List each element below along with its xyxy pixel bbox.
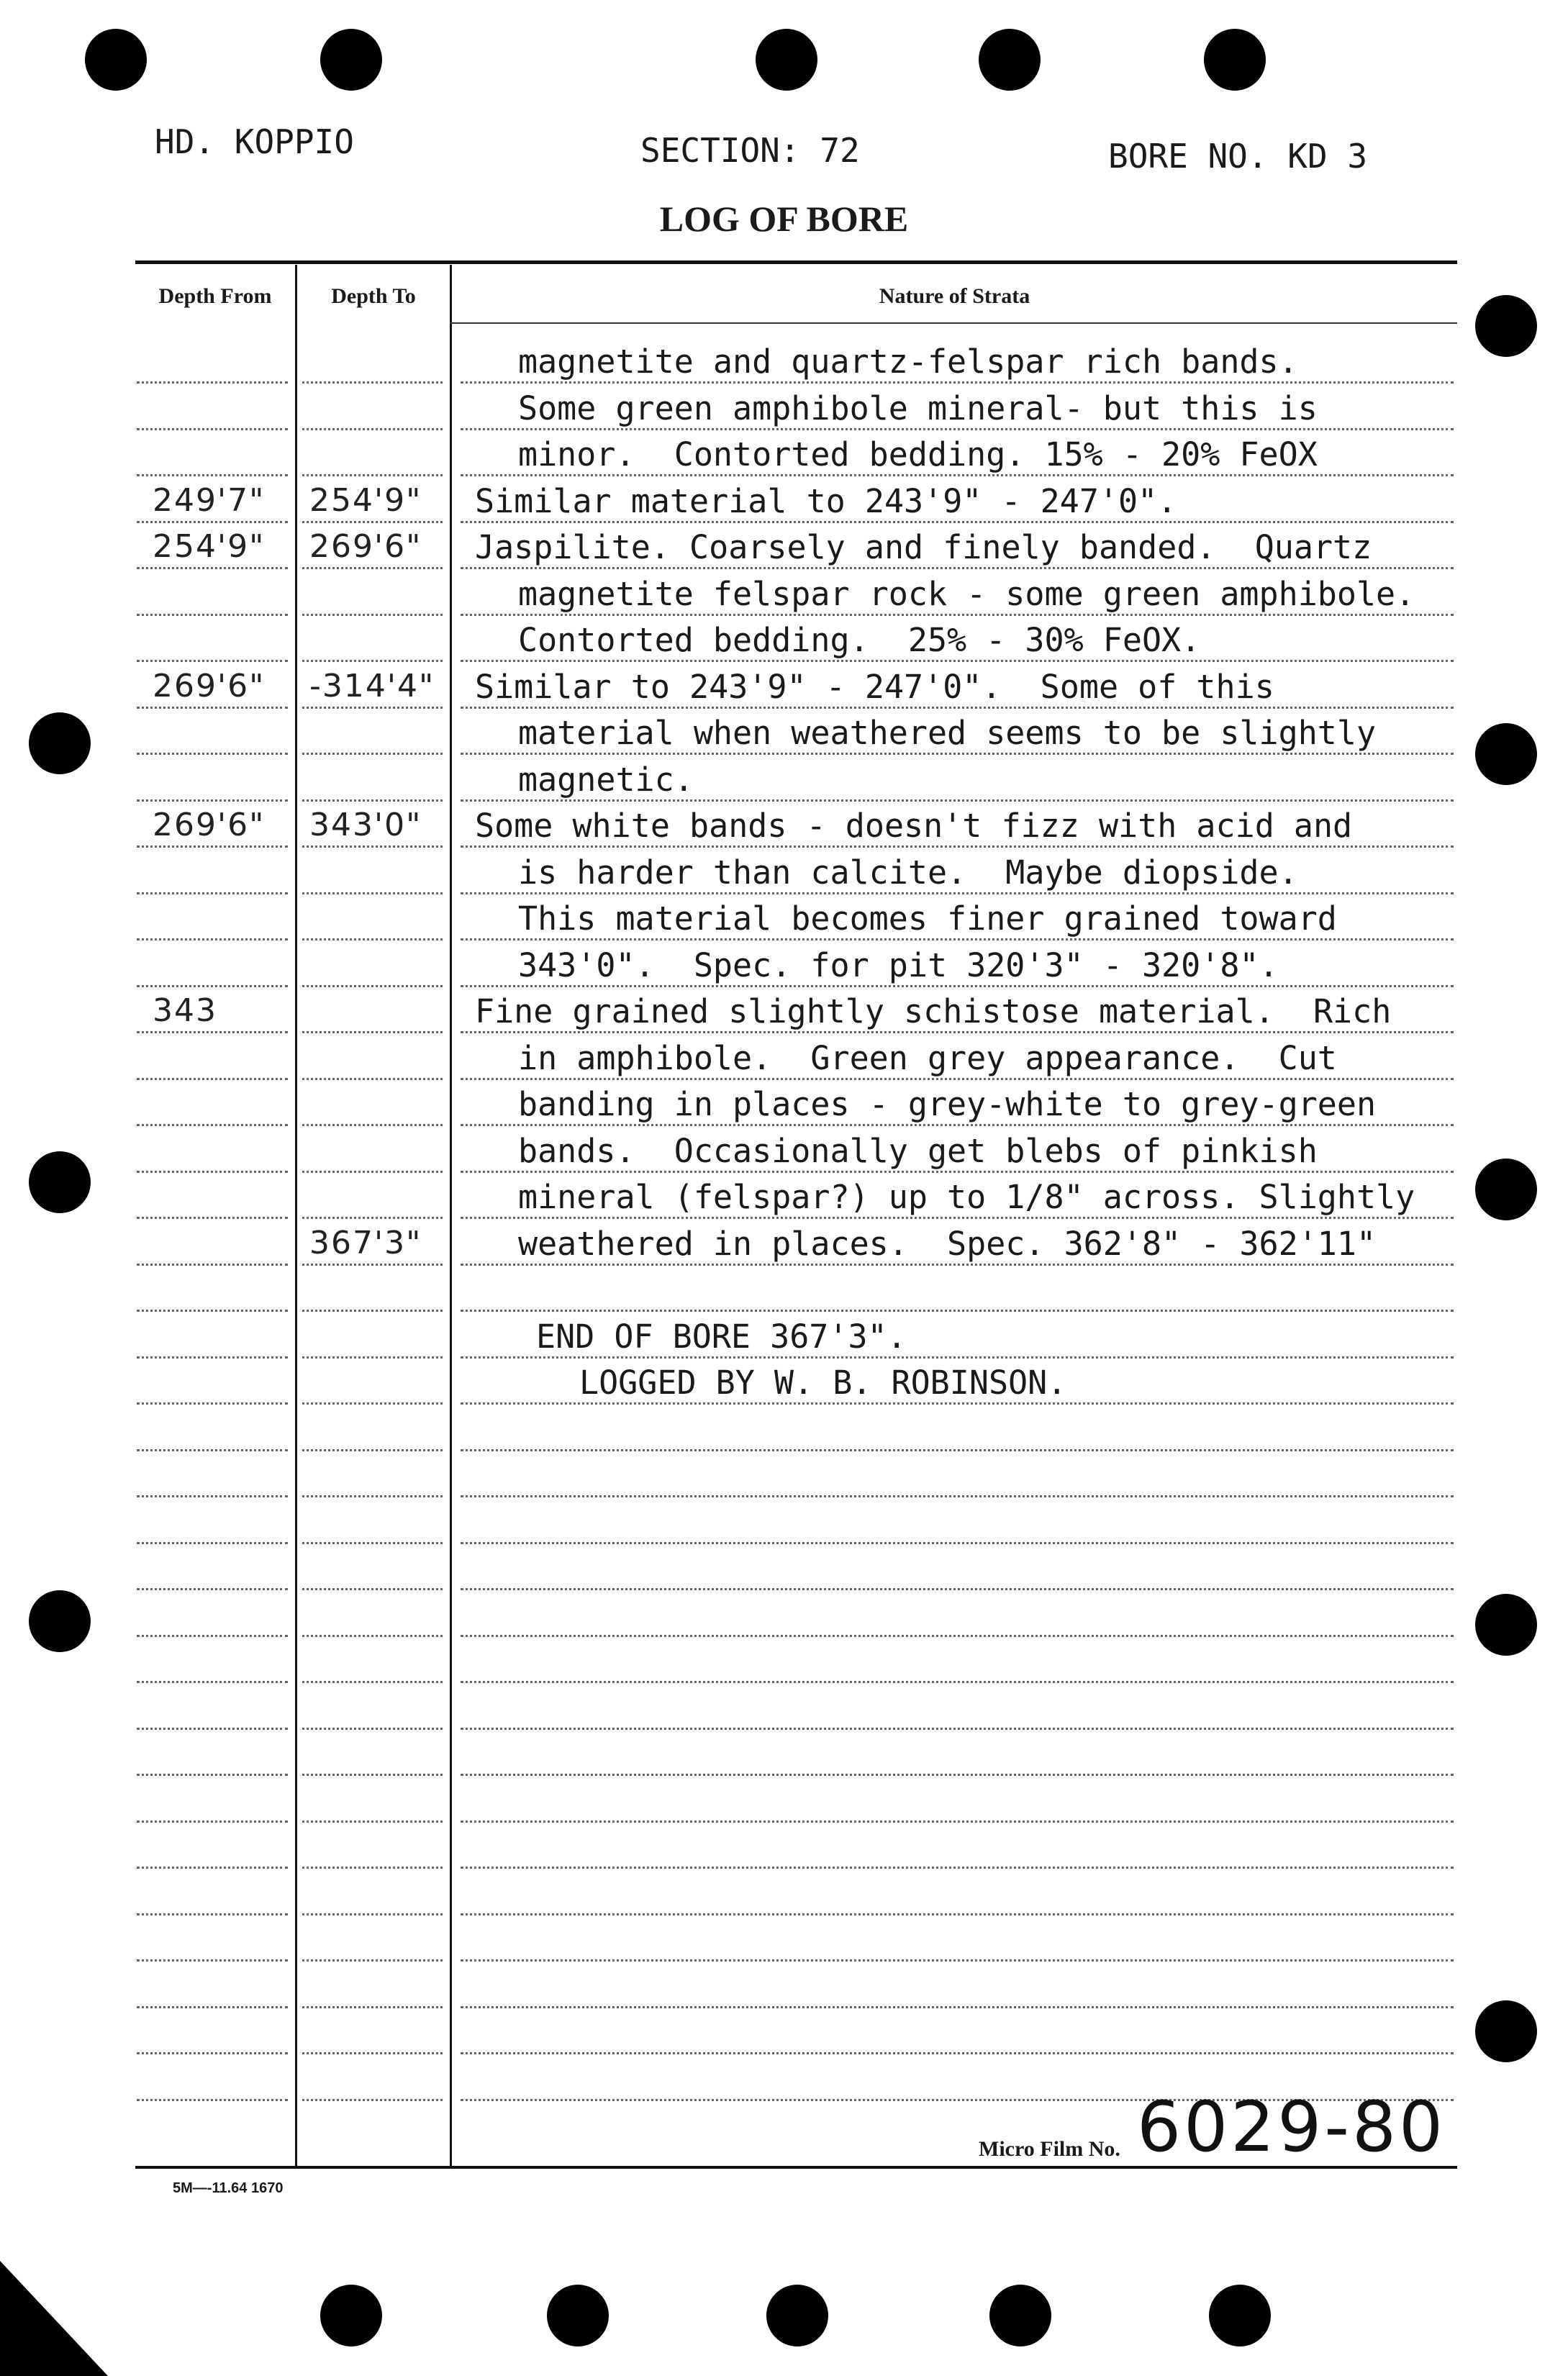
ruled-line — [302, 1310, 443, 1312]
punch-hole — [29, 1151, 91, 1213]
ruled-line — [137, 938, 288, 940]
strata-line: weathered in places. Spec. 362'8" - 362'11" — [518, 1224, 1377, 1263]
ruled-line — [137, 521, 288, 523]
strata-line: minor. Contorted bedding. 15% - 20% FeOX — [518, 435, 1318, 473]
ruled-line — [461, 1124, 1454, 1126]
punch-hole — [766, 2285, 828, 2346]
strata-line: magnetite felspar rock - some green amphibole. — [518, 574, 1415, 613]
ruled-line — [461, 381, 1454, 384]
ruled-line — [461, 521, 1454, 523]
ruled-line — [137, 1124, 288, 1126]
ruled-line — [302, 1217, 443, 1219]
ruled-line — [302, 521, 443, 523]
ruled-line — [137, 1031, 288, 1033]
ruled-line — [302, 1264, 443, 1266]
ruled-line — [461, 1728, 1454, 1730]
ruled-line — [302, 985, 443, 987]
form-code: 5M—-11.64 1670 — [173, 2180, 284, 2196]
ruled-line — [302, 2052, 443, 2054]
ruled-line — [461, 1171, 1454, 1173]
ruled-line — [137, 1171, 288, 1173]
punch-hole — [756, 29, 817, 91]
punch-hole — [1209, 2285, 1271, 2346]
micro-film-number: 6029-80 — [1137, 2087, 1446, 2167]
ruled-line — [302, 381, 443, 384]
ruled-line — [302, 1031, 443, 1033]
ruled-line — [137, 2099, 288, 2101]
ruled-line — [302, 938, 443, 940]
ruled-line — [137, 1635, 288, 1637]
strata-line: mineral (felspar?) up to 1/8" across. Slightly — [518, 1178, 1415, 1216]
ruled-line — [461, 1542, 1454, 1544]
ruled-line — [137, 1356, 288, 1359]
ruled-line — [137, 1542, 288, 1544]
ruled-line — [461, 660, 1454, 662]
ruled-line — [302, 567, 443, 569]
ruled-line — [137, 1310, 288, 1312]
ruled-line — [137, 707, 288, 709]
ruled-line — [461, 1959, 1454, 1962]
ruled-line — [137, 1681, 288, 1683]
depth-from-cell: 254'9" — [153, 528, 266, 565]
ruled-line — [461, 985, 1454, 987]
ruled-line — [302, 2099, 443, 2101]
ruled-line — [137, 1264, 288, 1266]
ruled-line — [302, 1449, 443, 1451]
ruled-line — [137, 1402, 288, 1405]
ruled-line — [137, 2052, 288, 2054]
ruled-line — [302, 614, 443, 616]
strata-line: Similar material to 243'9" - 247'0". — [475, 481, 1177, 520]
ruled-line — [137, 381, 288, 384]
punch-hole — [1475, 295, 1537, 357]
strata-line: Similar to 243'9" - 247'0". Some of this — [475, 667, 1274, 706]
ruled-line — [461, 845, 1454, 848]
ruled-line — [302, 1171, 443, 1173]
ruled-line — [137, 660, 288, 662]
ruled-line — [302, 1542, 443, 1544]
depth-from-cell: 269'6" — [153, 807, 266, 843]
ruled-line — [461, 1495, 1454, 1497]
ruled-line — [302, 1913, 443, 1915]
ruled-line — [302, 1124, 443, 1126]
corner-mark — [0, 2261, 108, 2376]
punch-hole — [85, 29, 147, 91]
depth-to-cell: 367'3" — [309, 1224, 422, 1261]
punch-hole — [29, 1590, 91, 1652]
ruled-line — [302, 660, 443, 662]
ruled-line — [302, 753, 443, 755]
depth-from-cell: 249'7" — [153, 481, 266, 519]
ruled-line — [461, 2006, 1454, 2008]
punch-hole — [979, 29, 1041, 91]
ruled-line — [302, 474, 443, 476]
ruled-line — [461, 1217, 1454, 1219]
ruled-line — [302, 1356, 443, 1359]
depth-to-cell: 254'9" — [309, 481, 422, 519]
ruled-line — [302, 1820, 443, 1823]
ruled-line — [302, 1402, 443, 1405]
ruled-line — [461, 1774, 1454, 1776]
ruled-line — [302, 1635, 443, 1637]
punch-hole — [1475, 2000, 1537, 2062]
ruled-line — [461, 1402, 1454, 1405]
ruled-line — [302, 1774, 443, 1776]
strata-line: 343'0". Spec. for pit 320'3" - 320'8". — [518, 946, 1279, 984]
punch-hole — [989, 2285, 1051, 2346]
ruled-line — [461, 1635, 1454, 1637]
column-header-nature: Nature of Strata — [879, 284, 1030, 308]
strata-line: material when weathered seems to be slightly — [518, 714, 1377, 752]
depth-from-cell: 343 — [153, 992, 217, 1029]
ruled-line — [137, 567, 288, 569]
ruled-line — [137, 1959, 288, 1962]
punch-hole — [1475, 723, 1537, 785]
ruled-line — [461, 1867, 1454, 1869]
ruled-line — [137, 845, 288, 848]
punch-hole — [1475, 1594, 1537, 1656]
ruled-line — [302, 1495, 443, 1497]
ruled-line — [302, 1959, 443, 1962]
ruled-line — [302, 707, 443, 709]
ruled-line — [137, 1820, 288, 1823]
strata-line: Jaspilite. Coarsely and finely banded. Quartz — [475, 528, 1372, 566]
depth-to-cell: 269'6" — [309, 528, 422, 565]
page-title: LOG OF BORE — [659, 199, 909, 239]
punch-hole — [320, 29, 382, 91]
ruled-line — [461, 799, 1454, 802]
ruled-line — [461, 614, 1454, 616]
ruled-line — [137, 799, 288, 802]
top-rule — [135, 260, 1457, 264]
depth-from-cell: 269'6" — [153, 667, 266, 704]
strata-line: banding in places - grey-white to grey-green — [518, 1085, 1377, 1123]
ruled-line — [461, 2052, 1454, 2054]
ruled-line — [302, 1681, 443, 1683]
ruled-line — [137, 1449, 288, 1451]
ruled-line — [137, 985, 288, 987]
ruled-line — [137, 753, 288, 755]
ruled-line — [302, 1588, 443, 1590]
depth-to-cell: 343'0" — [309, 807, 422, 843]
ruled-line — [461, 1356, 1454, 1359]
strata-line: Contorted bedding. 25% - 30% FeOX. — [518, 621, 1201, 659]
ruled-line — [137, 1774, 288, 1776]
ruled-line — [302, 1867, 443, 1869]
ruled-line — [137, 428, 288, 430]
ruled-line — [302, 892, 443, 894]
ruled-line — [461, 707, 1454, 709]
column-header-depth-from: Depth From — [158, 284, 272, 308]
punch-hole — [1204, 29, 1266, 91]
ruled-line — [137, 892, 288, 894]
ruled-line — [461, 567, 1454, 569]
micro-film-label: Micro Film No. — [979, 2137, 1120, 2161]
ruled-line — [461, 753, 1454, 755]
depth-to-cell: -314'4" — [309, 667, 435, 704]
ruled-line — [302, 428, 443, 430]
section-label: SECTION: 72 — [640, 131, 860, 170]
strata-line: magnetite and quartz-felspar rich bands. — [518, 343, 1298, 381]
ruled-line — [302, 1078, 443, 1080]
ruled-line — [461, 1264, 1454, 1266]
punch-hole — [1475, 1158, 1537, 1220]
ruled-line — [137, 1728, 288, 1730]
ruled-line — [302, 2006, 443, 2008]
strata-line: Fine grained slightly schistose material. Rich — [475, 992, 1392, 1030]
column-header-depth-to: Depth To — [331, 284, 416, 308]
ruled-line — [137, 1588, 288, 1590]
ruled-line — [461, 428, 1454, 430]
logged-by-note: LOGGED BY W. B. ROBINSON. — [579, 1364, 1067, 1402]
header-rule — [450, 322, 1457, 324]
hd-label: HD. KOPPIO — [155, 122, 354, 161]
strata-line: in amphibole. Green grey appearance. Cut — [518, 1038, 1337, 1077]
column-divider — [450, 265, 452, 2166]
strata-line: This material becomes finer grained toward — [518, 899, 1337, 938]
ruled-line — [137, 474, 288, 476]
strata-line: is harder than calcite. Maybe diopside. — [518, 853, 1298, 892]
ruled-line — [137, 1867, 288, 1869]
column-divider — [295, 265, 297, 2166]
ruled-line — [302, 845, 443, 848]
ruled-line — [461, 892, 1454, 894]
ruled-line — [137, 1217, 288, 1219]
ruled-line — [302, 1728, 443, 1730]
ruled-line — [137, 1078, 288, 1080]
punch-hole — [547, 2285, 609, 2346]
ruled-line — [461, 1449, 1454, 1451]
ruled-line — [137, 2006, 288, 2008]
ruled-line — [137, 1495, 288, 1497]
ruled-line — [137, 614, 288, 616]
ruled-line — [302, 799, 443, 802]
ruled-line — [461, 1913, 1454, 1915]
bore-number: BORE NO. KD 3 — [1108, 137, 1368, 176]
strata-line: bands. Occasionally get blebs of pinkish — [518, 1131, 1318, 1170]
punch-hole — [320, 2285, 382, 2346]
ruled-line — [461, 1588, 1454, 1590]
ruled-line — [461, 1078, 1454, 1080]
ruled-line — [137, 1913, 288, 1915]
ruled-line — [461, 938, 1454, 940]
end-of-bore-note: END OF BORE 367'3". — [536, 1317, 907, 1356]
ruled-line — [461, 1310, 1454, 1312]
strata-line: Some white bands - doesn't fizz with acid and — [475, 807, 1353, 845]
strata-line: magnetic. — [518, 760, 694, 799]
punch-hole — [29, 712, 91, 774]
strata-line: Some green amphibole mineral- but this is — [518, 389, 1318, 427]
ruled-line — [461, 474, 1454, 476]
ruled-line — [461, 1031, 1454, 1033]
ruled-line — [461, 1681, 1454, 1683]
ruled-line — [461, 1820, 1454, 1823]
